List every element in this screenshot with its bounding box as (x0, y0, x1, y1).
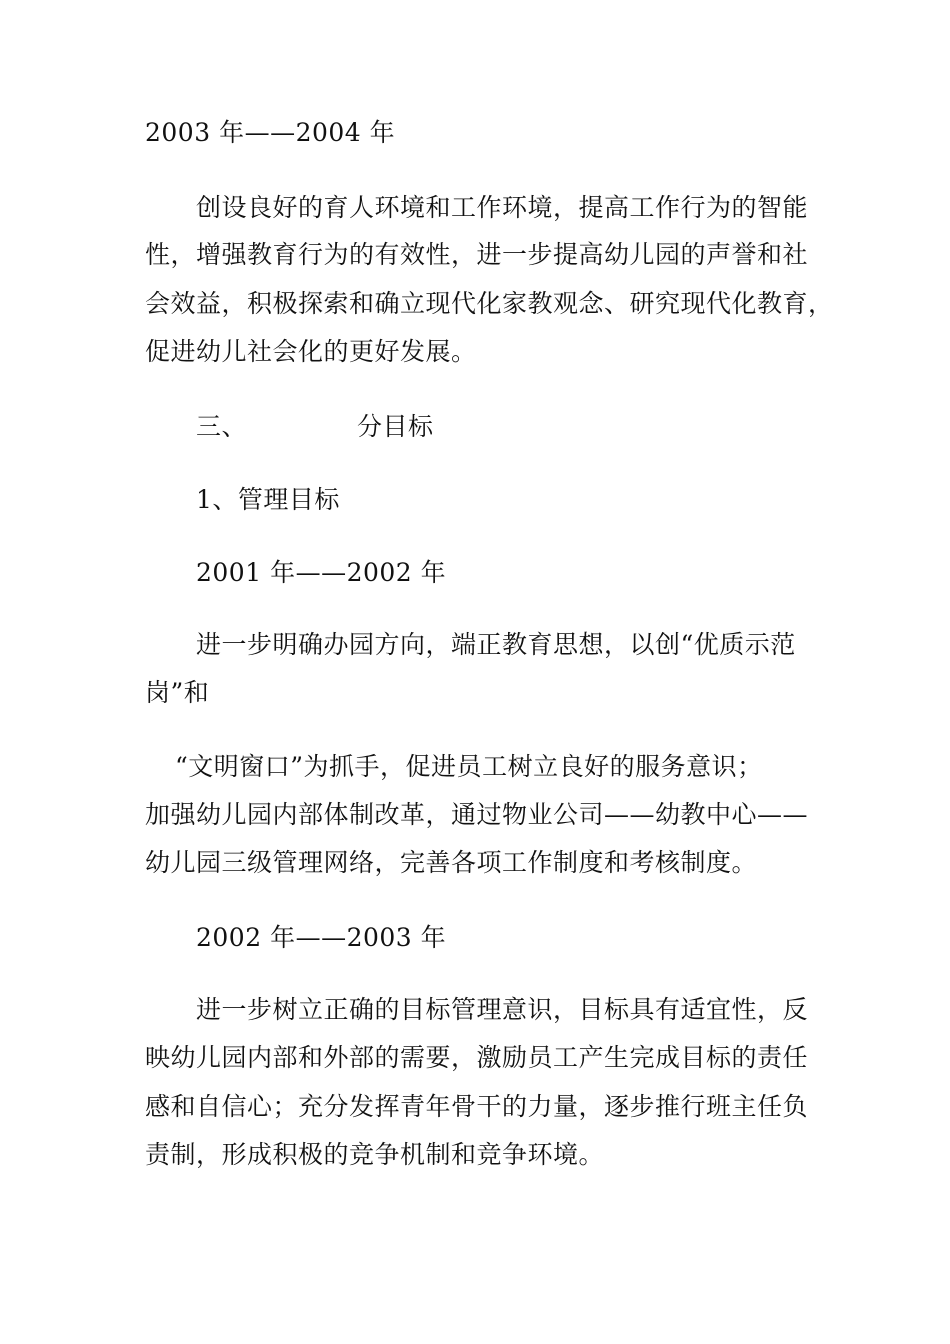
section-heading-3 (196, 412, 434, 442)
paragraph-3-line-1: “文明窗口”为抓手，促进员工树立良好的服务意识； (175, 752, 763, 781)
paragraph-1-line-4: 促进幼儿社会化的更好发展。 (145, 337, 477, 366)
paragraph-1-line-1: 创设良好的育人环境和工作环境，提高工作行为的智能 (196, 193, 809, 222)
year-range-2003-2004: 2003 年——2004 年 (145, 118, 396, 147)
paragraph-1-line-3: 会效益，积极探索和确立现代化家教观念、研究现代化教育， (145, 289, 834, 318)
paragraph-2-line-1: 进一步明确办园方向，端正教育思想，以创“优质示范 (196, 630, 796, 659)
paragraph-2-line-2: 岗”和 (145, 678, 210, 707)
paragraph-3-line-3: 幼儿园三级管理网络，完善各项工作制度和考核制度。 (145, 848, 758, 877)
paragraph-4-line-4: 责制，形成积极的竞争机制和竞争环境。 (145, 1140, 605, 1169)
paragraph-4-line-3: 感和自信心；充分发挥青年骨干的力量，逐步推行班主任负 (145, 1092, 809, 1121)
paragraph-3-line-2: 加强幼儿园内部体制改革，通过物业公司——幼教中心—— (145, 800, 809, 829)
section-title: 分目标 (357, 412, 434, 441)
paragraph-4-line-2: 映幼儿园内部和外部的需要，激励员工产生完成目标的责任 (145, 1043, 809, 1072)
subsection-title-management: 1、管理目标 (196, 485, 340, 514)
section-number: 三、 (196, 412, 248, 441)
paragraph-1-line-2: 性，增强教育行为的有效性，进一步提高幼儿园的声誉和社 (145, 240, 809, 269)
year-range-2002-2003: 2002 年——2003 年 (196, 923, 447, 952)
paragraph-4-line-1: 进一步树立正确的目标管理意识，目标具有适宜性，反 (196, 995, 809, 1024)
year-range-2001-2002: 2001 年——2002 年 (196, 558, 447, 587)
